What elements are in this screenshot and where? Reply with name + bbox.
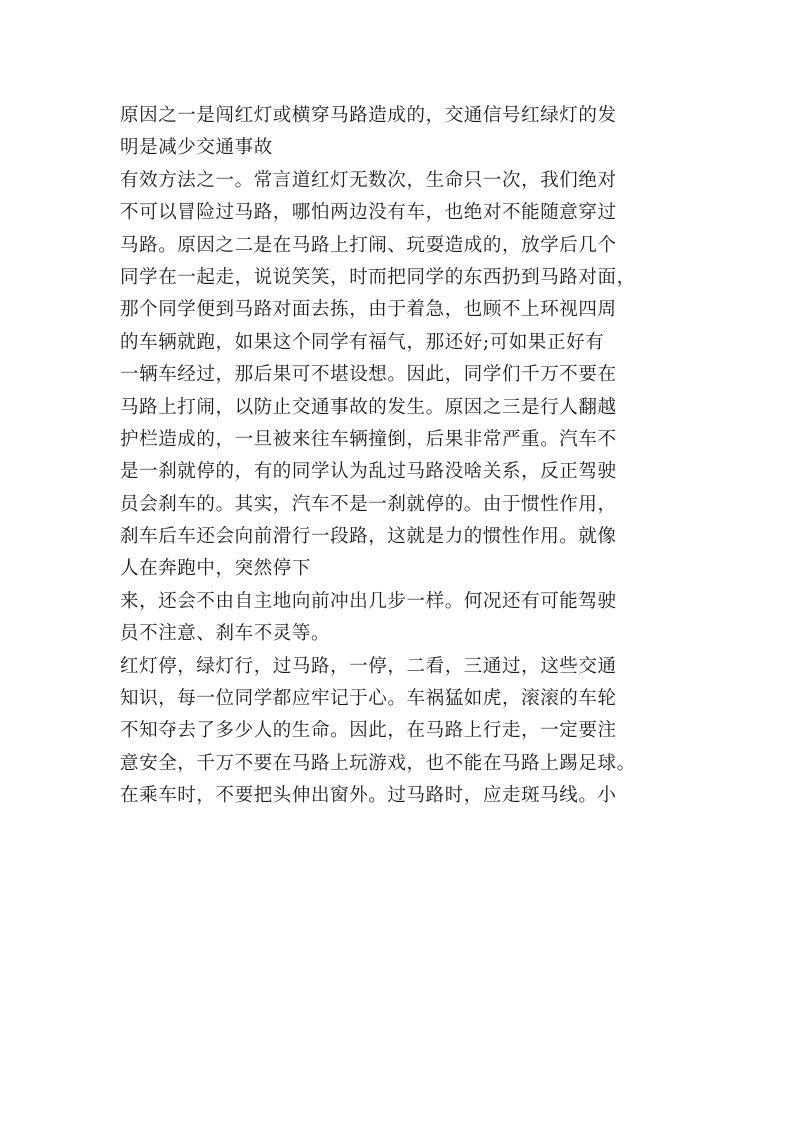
text-line: 红灯停，绿灯行，过马路，一停，二看，三通过，这些交通	[120, 655, 617, 677]
text-line: 不可以冒险过马路，哪怕两边没有车，也绝对不能随意穿过	[120, 202, 617, 224]
text-line: 员不注意、刹车不灵等。	[120, 623, 331, 645]
text-line: 马路。原因之二是在马路上打闹、玩耍造成的，放学后几个	[120, 234, 617, 256]
text-line: 不知夺去了多少人的生命。因此，在马路上行走，一定要注	[120, 720, 617, 742]
text-line: 有效方法之一。常言道红灯无数次，生命只一次，我们绝对	[120, 169, 617, 191]
text-line: 马路上打闹，以防止交通事故的发生。原因之三是行人翻越	[120, 396, 617, 418]
text-line: 在乘车时，不要把头伸出窗外。过马路时，应走斑马线。小	[120, 785, 617, 807]
text-line: 的车辆就跑，如果这个同学有福气，那还好;可如果正好有	[120, 331, 605, 353]
text-line: 刹车后车还会向前滑行一段路，这就是力的惯性作用。就像	[120, 526, 617, 548]
text-line: 明是减少交通事故	[120, 137, 273, 159]
text-line: 意安全，千万不要在马路上玩游戏，也不能在马路上踢足球。	[120, 752, 636, 774]
text-line: 一辆车经过，那后果可不堪设想。因此，同学们千万不要在	[120, 364, 617, 386]
text-line: 来，还会不由自主地向前冲出几步一样。何况还有可能驾驶	[120, 590, 617, 612]
body-text	[120, 100, 680, 813]
text-line: 员会刹车的。其实，汽车不是一刹就停的。由于惯性作用，	[120, 493, 617, 515]
text-line: 人在奔跑中，突然停下	[120, 558, 312, 580]
text-line: 原因之一是闯红灯或横穿马路造成的，交通信号红绿灯的发	[120, 105, 617, 126]
text-line: 是一刹就停的，有的同学认为乱过马路没啥关系，反正驾驶	[120, 461, 617, 483]
text-line: 同学在一起走，说说笑笑，时而把同学的东西扔到马路对面，	[120, 266, 636, 288]
text-line: 护栏造成的，一旦被来往车辆撞倒，后果非常严重。汽车不	[120, 428, 617, 450]
text-line: 知识，每一位同学都应牢记于心。车祸猛如虎，滚滚的车轮	[120, 688, 617, 710]
text-line: 那个同学便到马路对面去拣，由于着急，也顾不上环视四周	[120, 299, 617, 321]
